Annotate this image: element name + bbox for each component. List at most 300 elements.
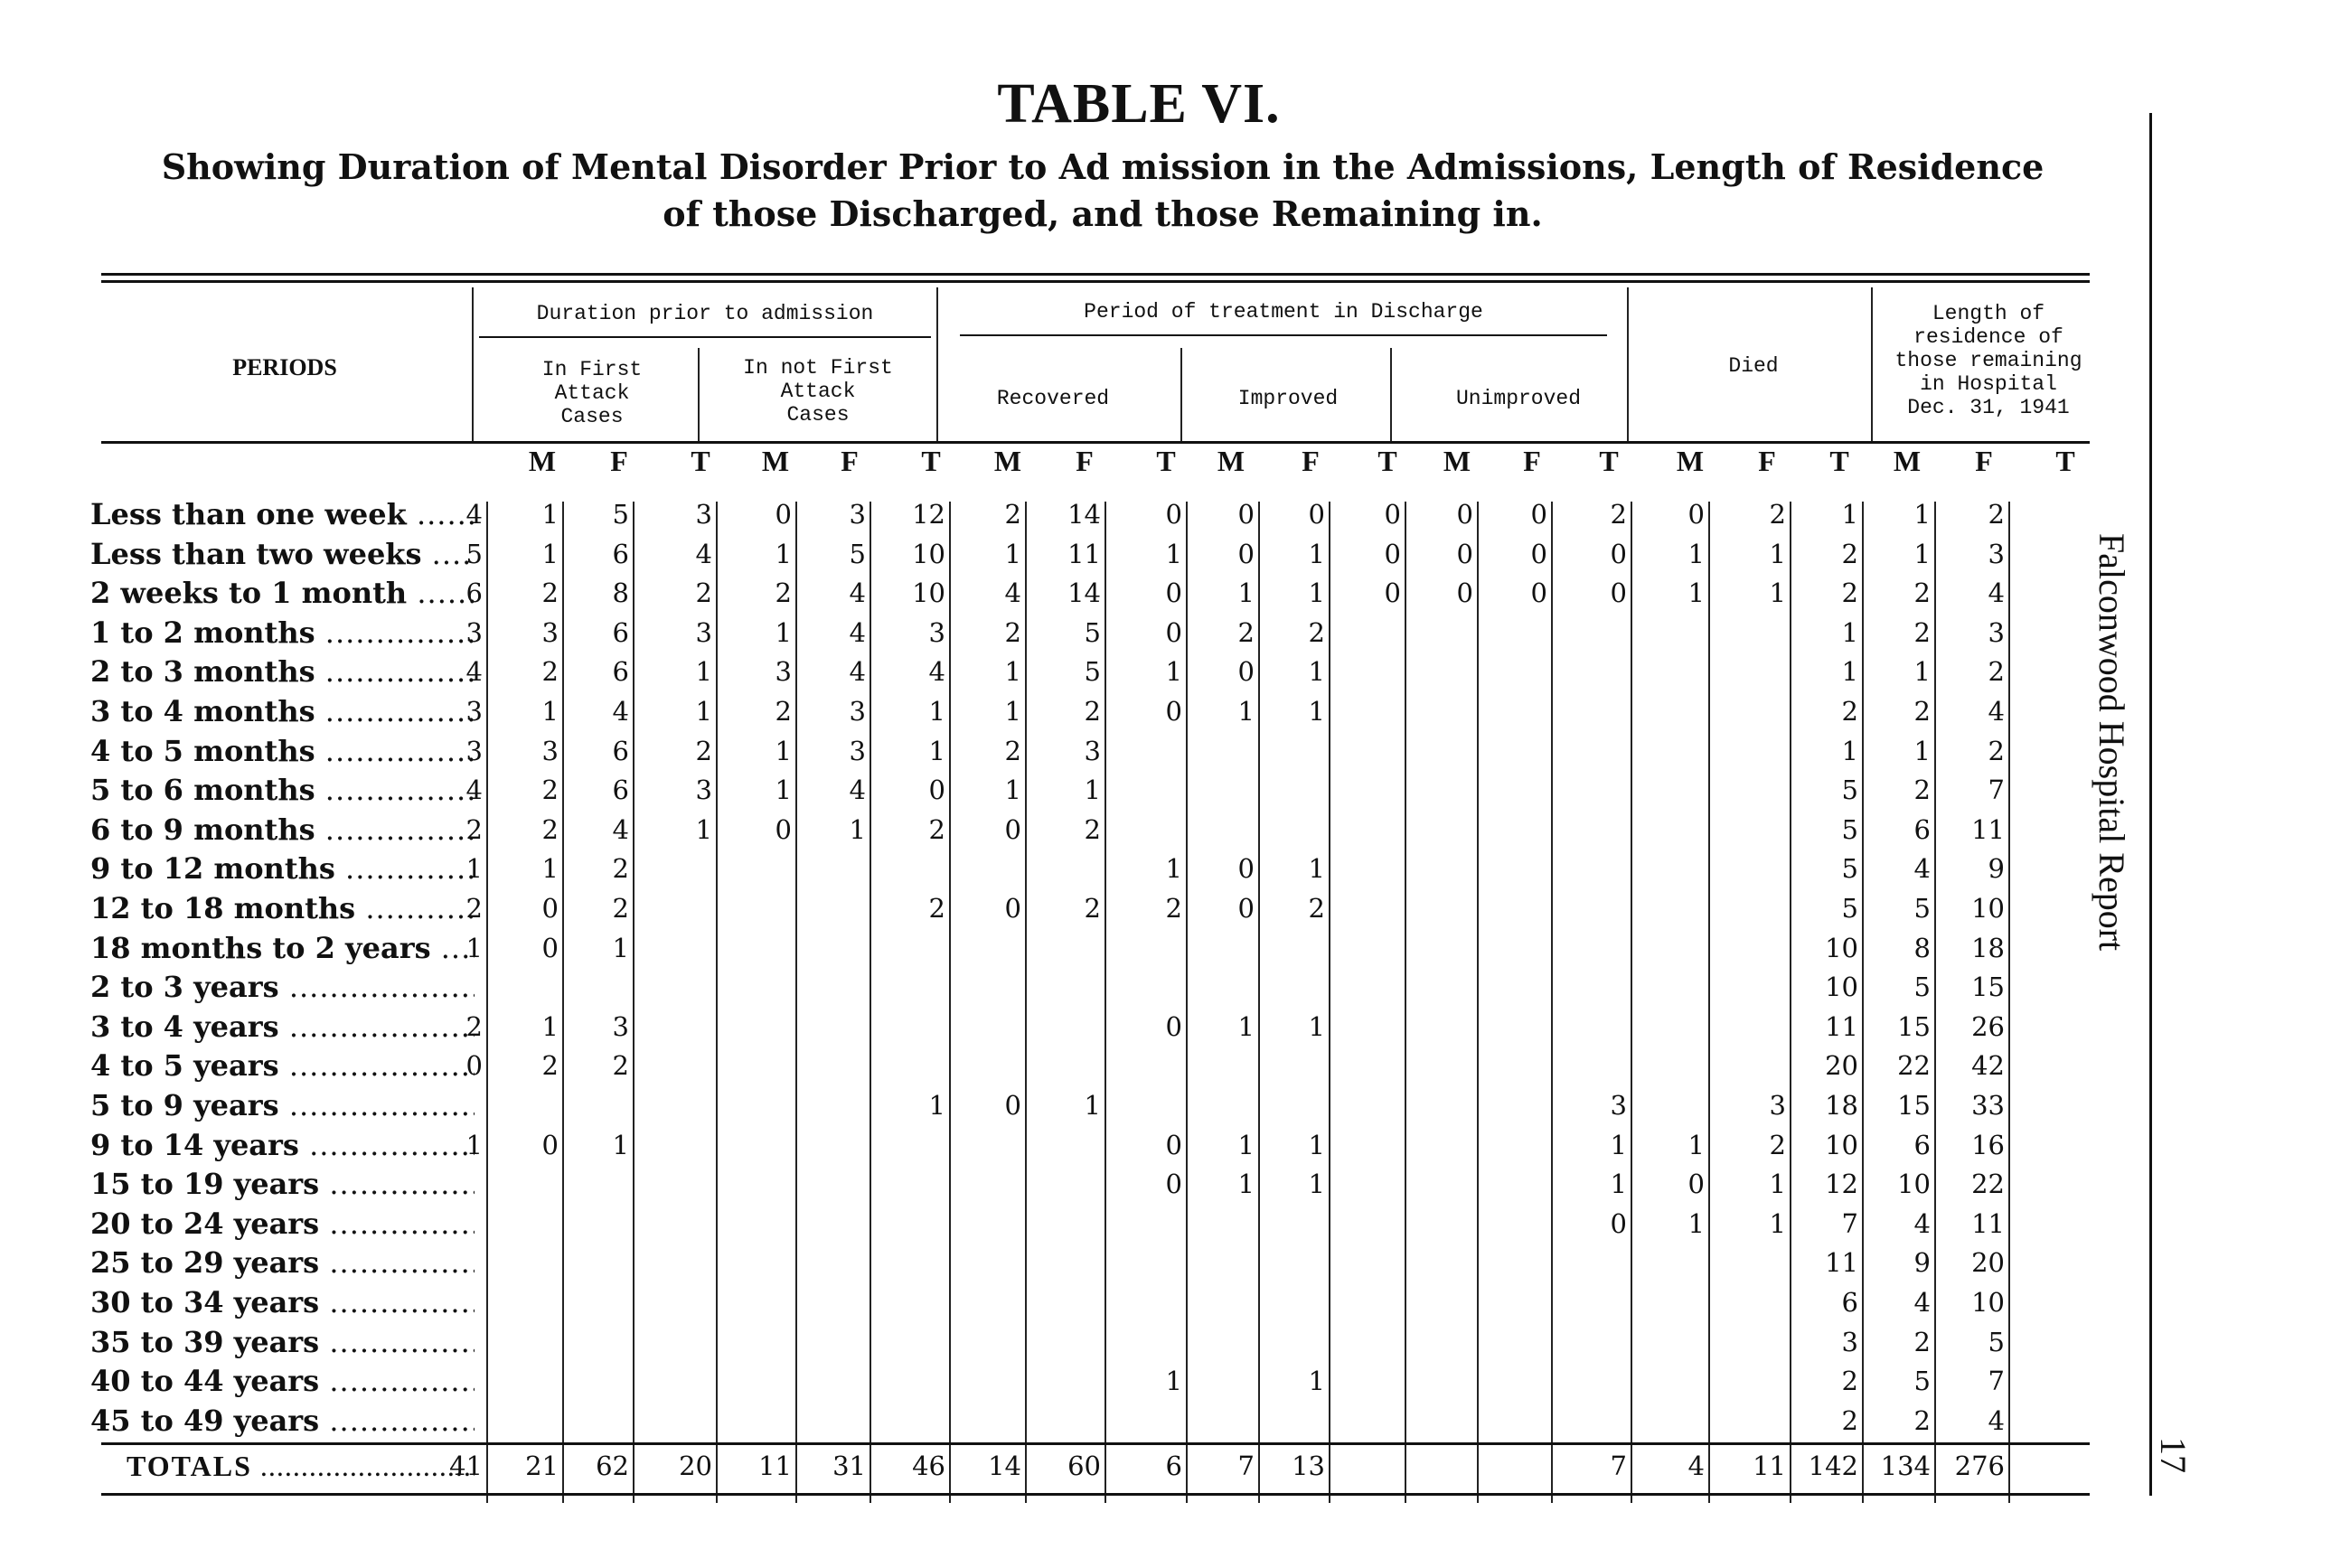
- table-cell: [1182, 928, 1255, 968]
- table-cell: [410, 1164, 483, 1204]
- table-cell: [1401, 967, 1473, 1007]
- top-rule-2: [101, 280, 2090, 283]
- col-header-f: F: [1302, 445, 1320, 477]
- table-cell: [794, 1007, 866, 1047]
- table-cell: 14: [1067, 577, 1101, 609]
- table-cell: [1714, 1007, 1786, 1047]
- table-cell: [1401, 691, 1473, 731]
- table-cell: 2: [465, 1010, 483, 1042]
- table-cell: 0: [1165, 696, 1182, 727]
- table-cell: [719, 888, 792, 928]
- table-cell: 2: [1988, 735, 2005, 766]
- table-cell: 1: [612, 932, 629, 963]
- col-header-f: F: [1758, 445, 1776, 477]
- table-cell: 1: [1004, 696, 1021, 727]
- table-cell: 4: [695, 538, 712, 569]
- table-cell: 11: [1971, 1207, 2005, 1239]
- table-cell: 3: [465, 696, 483, 727]
- table-cell: [640, 967, 712, 1007]
- totals-cell: [1401, 1446, 1473, 1486]
- table-cell: [1632, 1007, 1705, 1047]
- table-cell: [873, 1007, 945, 1047]
- row-label: 1 to 2 months .....: [90, 613, 475, 653]
- table-cell: 1: [465, 853, 483, 885]
- table-cell: 1: [775, 538, 792, 569]
- table-cell: 2: [775, 577, 792, 609]
- table-cell: [1555, 691, 1627, 731]
- table-cell: [1632, 770, 1705, 810]
- table-cell: [1401, 928, 1473, 968]
- table-cell: 5: [1913, 1366, 1931, 1397]
- table-cell: [1714, 1401, 1786, 1441]
- table-cell: [486, 1401, 559, 1441]
- improved-header: Improved: [1237, 387, 1339, 410]
- table-cell: [873, 928, 945, 968]
- table-cell: 2: [1084, 813, 1101, 845]
- table-cell: [1475, 652, 1547, 691]
- table-cell: [719, 967, 792, 1007]
- table-cell: [719, 1125, 792, 1165]
- table-cell: [410, 1282, 483, 1322]
- table-cell: 6: [612, 538, 629, 569]
- table-cell: [1329, 810, 1401, 850]
- row-label: 5 to 6 months .....: [90, 770, 475, 810]
- table-cell: 11: [1825, 1247, 1858, 1279]
- totals-cell: 46: [912, 1451, 945, 1481]
- table-cell: 2: [541, 577, 559, 609]
- table-cell: 0: [1610, 577, 1627, 609]
- table-cell: 0: [541, 1129, 559, 1160]
- table-cell: 3: [465, 616, 483, 648]
- table-cell: [486, 1085, 559, 1125]
- table-cell: 6: [1841, 1287, 1858, 1318]
- table-cell: 1: [1004, 656, 1021, 688]
- table-cell: [1475, 1007, 1547, 1047]
- table-cell: 1: [1237, 1169, 1255, 1200]
- table-cell: 1: [541, 696, 559, 727]
- table-cell: 3: [1610, 1090, 1627, 1121]
- table-cell: [1632, 810, 1705, 850]
- table-cell: [1182, 1046, 1255, 1085]
- table-cell: [794, 1204, 866, 1244]
- table-cell: [1329, 1085, 1401, 1125]
- table-cell: 4: [465, 499, 483, 530]
- table-cell: 1: [1610, 1169, 1627, 1200]
- table-cell: [719, 1164, 792, 1204]
- table-cell: 2: [1841, 1404, 1858, 1436]
- table-cell: 2: [541, 656, 559, 688]
- table-cell: 0: [465, 1050, 483, 1082]
- table-cell: [1110, 928, 1182, 968]
- side-title-text: Falconwood Hospital Report: [2092, 533, 2132, 952]
- table-cell: 2: [1237, 616, 1255, 648]
- table-cell: [1475, 1164, 1547, 1204]
- table-cell: [557, 1322, 629, 1362]
- table-cell: 1: [1237, 1010, 1255, 1042]
- table-cell: 1: [541, 538, 559, 569]
- table-cell: 1: [1769, 1207, 1786, 1239]
- totals-cell: 20: [679, 1451, 712, 1481]
- table-cell: [410, 1204, 483, 1244]
- table-cell: 1: [1084, 775, 1101, 806]
- table-cell: [1182, 1401, 1255, 1441]
- table-cell: 3: [849, 696, 866, 727]
- table-cell: [1329, 731, 1401, 771]
- table-cell: [794, 849, 866, 888]
- table-cell: [640, 1243, 712, 1282]
- table-cell: 1: [1308, 1366, 1325, 1397]
- table-cell: [1475, 613, 1547, 653]
- table-cell: 11: [1067, 538, 1101, 569]
- table-cell: 2: [541, 813, 559, 845]
- table-cell: 5: [1841, 893, 1858, 924]
- column-separator: [1708, 502, 1710, 1503]
- table-cell: 0: [1530, 538, 1547, 569]
- table-cell: 1: [695, 656, 712, 688]
- table-cell: 0: [928, 775, 945, 806]
- table-cell: 12: [1825, 1169, 1858, 1200]
- table-cell: [719, 1204, 792, 1244]
- table-cell: 18: [1825, 1090, 1858, 1121]
- totals-cell: 6: [1165, 1451, 1182, 1481]
- row-label: 2 to 3 years .....: [90, 967, 475, 1007]
- table-cell: [1475, 1204, 1547, 1244]
- table-cell: [1714, 928, 1786, 968]
- table-cell: [1632, 1046, 1705, 1085]
- table-cell: 4: [465, 656, 483, 688]
- table-cell: [1714, 691, 1786, 731]
- table-cell: [1401, 731, 1473, 771]
- table-cell: 1: [541, 1010, 559, 1042]
- table-cell: 1: [1004, 775, 1021, 806]
- table-cell: [1401, 888, 1473, 928]
- table-cell: 3: [1988, 616, 2005, 648]
- table-subtitle-line1: Showing Duration of Mental Disorder Prior to Ad mission in the Admissions, Length of Residence: [161, 146, 2044, 187]
- table-cell: [1329, 1361, 1401, 1401]
- table-cell: 11: [1971, 813, 2005, 845]
- table-cell: 3: [849, 735, 866, 766]
- table-cell: [1555, 1007, 1627, 1047]
- table-cell: [873, 967, 945, 1007]
- table-cell: [1632, 1085, 1705, 1125]
- table-cell: [1110, 810, 1182, 850]
- table-cell: 0: [541, 893, 559, 924]
- table-cell: 0: [1687, 499, 1705, 530]
- table-cell: [1182, 1204, 1255, 1244]
- table-cell: 2: [612, 1050, 629, 1082]
- row-label: 3 to 4 years .....: [90, 1007, 475, 1047]
- table-cell: [873, 1322, 945, 1362]
- table-cell: [1475, 691, 1547, 731]
- table-cell: 10: [1897, 1169, 1931, 1200]
- table-cell: 6: [1913, 813, 1931, 845]
- table-cell: 1: [1308, 1129, 1325, 1160]
- table-cell: [640, 1322, 712, 1362]
- table-cell: [1029, 1204, 1101, 1244]
- table-cell: [719, 1007, 792, 1047]
- totals-cell: 11: [758, 1451, 792, 1481]
- table-cell: 0: [1456, 499, 1473, 530]
- table-cell: 18: [1971, 932, 2005, 963]
- table-cell: [1253, 1322, 1325, 1362]
- col-header-m: M: [1893, 445, 1922, 477]
- table-cell: 1: [1687, 538, 1705, 569]
- table-cell: 1: [1308, 656, 1325, 688]
- table-cell: 26: [1971, 1010, 2005, 1042]
- table-cell: 2: [1004, 616, 1021, 648]
- table-cell: 0: [1530, 577, 1547, 609]
- totals-cell: 7: [1237, 1451, 1255, 1481]
- table-cell: 1: [928, 1090, 945, 1121]
- table-cell: 0: [1237, 499, 1255, 530]
- table-cell: [1555, 652, 1627, 691]
- col-header-f: F: [1523, 445, 1541, 477]
- table-cell: [1329, 1204, 1401, 1244]
- table-cell: 3: [541, 735, 559, 766]
- table-cell: 0: [1610, 1207, 1627, 1239]
- col-header-f: F: [610, 445, 628, 477]
- table-cell: [719, 1243, 792, 1282]
- table-cell: 8: [1913, 932, 1931, 963]
- table-cell: [873, 1282, 945, 1322]
- col-header-m: M: [761, 445, 790, 477]
- table-cell: [1110, 1282, 1182, 1322]
- table-cell: 1: [1841, 735, 1858, 766]
- table-cell: 0: [1004, 1090, 1021, 1121]
- table-cell: 1: [775, 616, 792, 648]
- table-cell: [1029, 849, 1101, 888]
- table-cell: 10: [1825, 972, 1858, 1003]
- table-cell: 7: [1988, 775, 2005, 806]
- row-label: 9 to 14 years .....: [90, 1125, 475, 1165]
- table-cell: [1555, 1401, 1627, 1441]
- table-cell: [873, 849, 945, 888]
- totals-cell: 7: [1610, 1451, 1627, 1481]
- not-first-attack-header: In not First Attack Cases: [743, 356, 893, 427]
- table-cell: 5: [1841, 853, 1858, 885]
- table-cell: [1714, 1046, 1786, 1085]
- table-cell: 4: [1913, 1287, 1931, 1318]
- table-cell: 15: [1897, 1010, 1931, 1042]
- table-cell: [1555, 1046, 1627, 1085]
- table-cell: [719, 1046, 792, 1085]
- table-cell: 3: [1769, 1090, 1786, 1121]
- table-cell: 2: [928, 813, 945, 845]
- table-cell: 14: [1067, 499, 1101, 530]
- table-cell: [640, 849, 712, 888]
- table-cell: 1: [1237, 696, 1255, 727]
- col-header-t: T: [2055, 445, 2075, 477]
- table-cell: [1401, 1361, 1473, 1401]
- row-label: 4 to 5 months .....: [90, 731, 475, 771]
- table-cell: 3: [1084, 735, 1101, 766]
- col-header-f: F: [1975, 445, 1993, 477]
- hdr-divider: [472, 287, 474, 441]
- table-cell: [557, 967, 629, 1007]
- table-cell: [1475, 770, 1547, 810]
- table-cell: [1475, 1243, 1547, 1282]
- table-cell: [1555, 888, 1627, 928]
- treatment-group-header: Period of treatment in Discharge: [1084, 300, 1483, 324]
- table-cell: 0: [1165, 577, 1182, 609]
- table-cell: 1: [1841, 616, 1858, 648]
- table-cell: 10: [1825, 932, 1858, 963]
- col-header-m: M: [1676, 445, 1705, 477]
- table-cell: [719, 1401, 792, 1441]
- table-cell: [949, 967, 1021, 1007]
- table-cell: 7: [1988, 1366, 2005, 1397]
- table-cell: [719, 1282, 792, 1322]
- table-cell: [640, 1046, 712, 1085]
- recovered-header: Recovered: [996, 387, 1110, 410]
- table-cell: [873, 1046, 945, 1085]
- table-cell: [1029, 1046, 1101, 1085]
- table-cell: 0: [1530, 499, 1547, 530]
- table-cell: 2: [612, 893, 629, 924]
- table-cell: 6: [612, 735, 629, 766]
- table-cell: [1329, 1322, 1401, 1362]
- table-cell: [1253, 1243, 1325, 1282]
- table-subtitle-line2: of those Discharged, and those Remaining in.: [663, 193, 1543, 234]
- table-cell: 1: [1687, 1129, 1705, 1160]
- table-cell: [1329, 849, 1401, 888]
- table-cell: [1475, 849, 1547, 888]
- table-cell: [1401, 652, 1473, 691]
- table-cell: [1110, 770, 1182, 810]
- table-cell: 1: [1687, 1207, 1705, 1239]
- table-cell: 16: [1971, 1129, 2005, 1160]
- table-cell: [794, 888, 866, 928]
- table-cell: 1: [1308, 577, 1325, 609]
- totals-cell: 4: [1687, 1451, 1705, 1481]
- hdr-divider: [936, 287, 938, 441]
- table-cell: [794, 1243, 866, 1282]
- table-cell: [719, 1322, 792, 1362]
- table-cell: [1632, 1282, 1705, 1322]
- table-cell: [1401, 1282, 1473, 1322]
- table-cell: [1714, 967, 1786, 1007]
- row-label: Less than one week .....: [90, 494, 475, 534]
- table-cell: 1: [1687, 577, 1705, 609]
- totals-cell: 41: [449, 1451, 483, 1481]
- table-cell: [1329, 1007, 1401, 1047]
- table-cell: 10: [912, 538, 945, 569]
- table-cell: 2: [1308, 893, 1325, 924]
- table-cell: 2: [1308, 616, 1325, 648]
- table-cell: [1182, 967, 1255, 1007]
- table-cell: 4: [1988, 696, 2005, 727]
- table-cell: [557, 1401, 629, 1441]
- table-cell: [1110, 731, 1182, 771]
- table-cell: 6: [465, 577, 483, 609]
- table-cell: [794, 1085, 866, 1125]
- row-label: Less than two weeks .....: [90, 534, 475, 574]
- table-cell: [949, 1282, 1021, 1322]
- table-cell: 0: [1610, 538, 1627, 569]
- table-cell: [1329, 652, 1401, 691]
- table-cell: [949, 1046, 1021, 1085]
- table-cell: 5: [1841, 775, 1858, 806]
- table-cell: [949, 1125, 1021, 1165]
- died-header: Died: [1728, 354, 1779, 378]
- table-cell: [1329, 1243, 1401, 1282]
- table-cell: [1632, 731, 1705, 771]
- row-label: 2 to 3 months .....: [90, 652, 475, 691]
- col-header-m: M: [1443, 445, 1471, 477]
- table-cell: 8: [612, 577, 629, 609]
- totals-label: TOTALS .....: [127, 1446, 475, 1486]
- table-cell: 6: [1913, 1129, 1931, 1160]
- totals-cell: 134: [1880, 1451, 1931, 1481]
- table-cell: 20: [1825, 1050, 1858, 1082]
- col-header-t: T: [921, 445, 941, 477]
- table-cell: 1: [1308, 1010, 1325, 1042]
- table-cell: [1555, 731, 1627, 771]
- table-cell: 2: [1841, 577, 1858, 609]
- table-cell: [1029, 1243, 1101, 1282]
- table-cell: 3: [1841, 1326, 1858, 1357]
- table-cell: 4: [612, 813, 629, 845]
- table-cell: [1329, 1046, 1401, 1085]
- table-cell: [794, 1282, 866, 1322]
- table-cell: [1475, 928, 1547, 968]
- table-cell: [1714, 1361, 1786, 1401]
- table-cell: 3: [695, 616, 712, 648]
- table-cell: [640, 1361, 712, 1401]
- table-cell: 3: [695, 499, 712, 530]
- table-cell: [1029, 1322, 1101, 1362]
- table-cell: [1555, 613, 1627, 653]
- table-cell: [1475, 731, 1547, 771]
- table-cell: 3: [928, 616, 945, 648]
- table-cell: 1: [1769, 577, 1786, 609]
- table-cell: [1714, 652, 1786, 691]
- totals-cell: 21: [525, 1451, 559, 1481]
- row-label: 40 to 44 years .....: [90, 1361, 475, 1401]
- row-label: 30 to 34 years .....: [90, 1282, 475, 1322]
- table-cell: [1632, 613, 1705, 653]
- table-cell: 2: [1841, 1366, 1858, 1397]
- table-cell: [1029, 928, 1101, 968]
- hdr-divider: [1390, 348, 1392, 441]
- table-cell: [1401, 1164, 1473, 1204]
- table-cell: [873, 1125, 945, 1165]
- table-cell: [1182, 1361, 1255, 1401]
- table-cell: [1555, 1282, 1627, 1322]
- table-cell: [1714, 849, 1786, 888]
- column-separator: [1104, 502, 1106, 1503]
- table-cell: 4: [849, 775, 866, 806]
- table-cell: [1401, 1046, 1473, 1085]
- table-cell: [1029, 1007, 1101, 1047]
- col-header-t: T: [691, 445, 710, 477]
- table-cell: [1182, 770, 1255, 810]
- table-cell: 2: [1165, 893, 1182, 924]
- page-number-text: 17: [2153, 1437, 2194, 1473]
- table-cell: [1632, 1322, 1705, 1362]
- table-cell: [794, 1046, 866, 1085]
- table-cell: 1: [1610, 1129, 1627, 1160]
- table-cell: 0: [775, 499, 792, 530]
- table-cell: [1110, 1322, 1182, 1362]
- table-cell: 1: [1165, 656, 1182, 688]
- table-cell: [1475, 1322, 1547, 1362]
- table-cell: 3: [695, 775, 712, 806]
- table-cell: [1253, 928, 1325, 968]
- row-label: 2 weeks to 1 month .....: [90, 573, 475, 613]
- table-cell: [1182, 1282, 1255, 1322]
- table-cell: [1401, 1243, 1473, 1282]
